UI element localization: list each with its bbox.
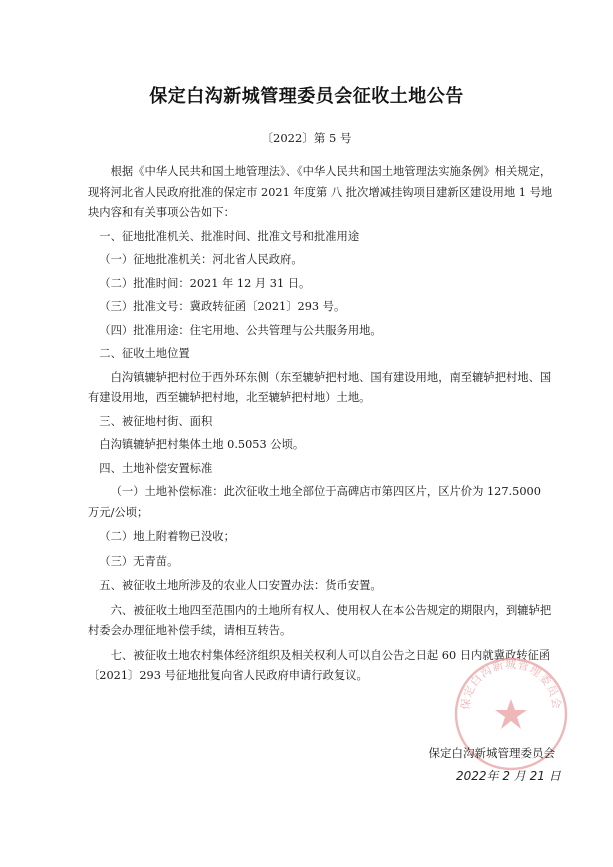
section-1-heading: 一、征地批准机关、批准时间、批准文号和批准用途: [99, 229, 360, 243]
signature-date: 2022年 2 月 21 日: [456, 769, 561, 783]
section-2-text: 白沟镇辘轳把村位于西外环东侧（东至辘轳把村地、国有建设用地，南至辘轳把村地、国有建设用地，西至辘轳把村地，北至辘轳把村地）土地。: [88, 370, 552, 404]
section-3-text: 白沟镇辘轳把村集体土地 0.5053 公顷。: [99, 438, 305, 451]
section-6: 六、被征收土地四至范围内的土地所有权人、使用权人在本公告规定的期限内，到辘轳把村委会办理征地补偿手续，请相互转告。: [88, 603, 552, 637]
seal-star-icon: [495, 699, 527, 729]
notice-body: [88, 162, 554, 691]
section-1-item-4: （四）批准用途：住宅用地、公共管理与公共服务用地。: [99, 323, 382, 337]
svg-text:保定白沟新城管理委员会: 保定白沟新城管理委员会: [458, 657, 564, 711]
section-4-item-3: （三）无青苗。: [99, 554, 179, 568]
section-1-item-3: （三）批准文号：冀政转征函〔2021〕293 号。: [99, 300, 346, 313]
section-2-heading: 二、征收土地位置: [99, 347, 190, 360]
page-title: 保定白沟新城管理委员会征收土地公告: [149, 86, 464, 107]
section-4-item-1: （一）土地补偿标准：此次征收土地全部位于高碑店市第四区片，区片价为 127.5000 万元/公顷；: [88, 485, 541, 519]
section-1-item-2: （二）批准时间：2021 年 12 月 31 日。: [99, 276, 311, 290]
document-number: 〔2022〕第 5 号: [261, 131, 352, 145]
signer-name: 保定白沟新城管理委员会: [428, 746, 555, 760]
section-3-heading: 三、被征地村街、面积: [99, 414, 213, 428]
section-5: 五、被征收土地所涉及的农业人口安置办法：货币安置。: [99, 579, 382, 592]
section-7: 七、被征收土地农村集体经济组织及相关权利人可以自公告之日起 60 日内就冀政转征函〔2021〕293 号征地批复向省人民政府申请行政复议。: [88, 648, 551, 682]
section-4-item-2: （二）地上附着物已没收；: [99, 530, 235, 543]
section-4-heading: 四、土地补偿安置标准: [99, 461, 213, 475]
section-1-item-1: （一）征地批准机关：河北省人民政府。: [99, 253, 303, 266]
intro-paragraph: 根据《中华人民共和国土地管理法》、《中华人民共和国土地管理法实施条例》相关规定，现将河北省人民政府批准的保定市 2021 年度第 八 批次增减挂钩项目建新区建设用地 1 号地块内容和有关事项公告如下：: [88, 165, 553, 219]
